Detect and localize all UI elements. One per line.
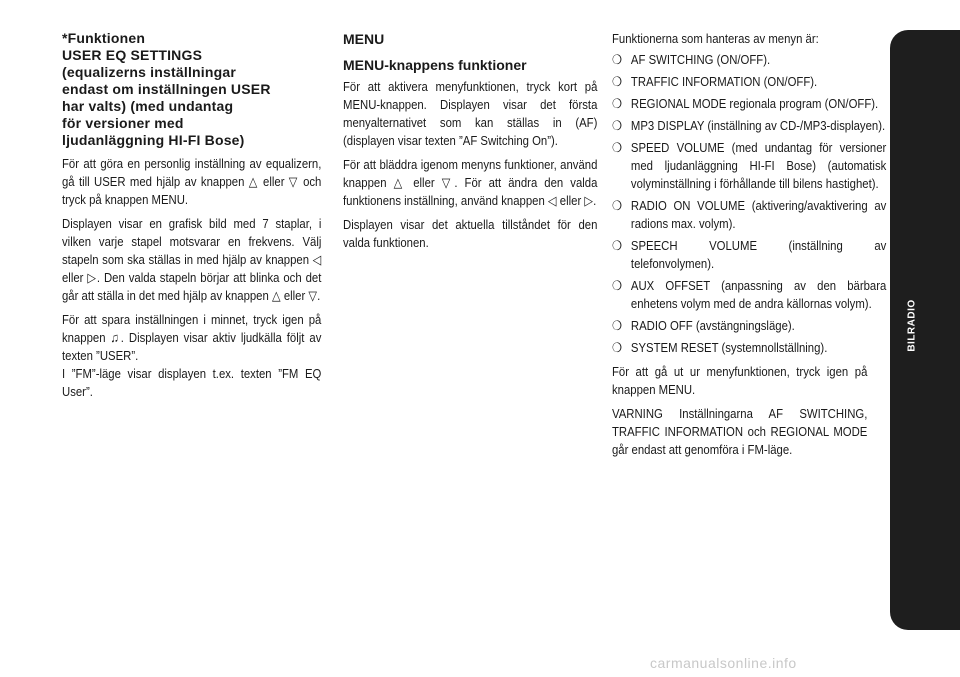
paragraph: I ”FM”-läge visar displayen t.ex. texten ”FM EQ User”.	[62, 366, 322, 399]
list-item: ❍ SPEECH VOLUME (inställning av telefonvolymen).	[612, 238, 887, 271]
list-item: ❍ MP3 DISPLAY (inställning av CD-/MP3-displayen).	[612, 118, 886, 133]
paragraph: För att bläddra igenom menyns funktioner, använd knappen △ eller ▽. För att ändra den valda funktionens inställning, använd knappen ◁ eller ▷.	[343, 157, 598, 208]
section-subtitle: MENU-knappens funktioner	[343, 57, 527, 73]
warning-paragraph: VARNING Inställningarna AF SWITCHING, TRAFFIC INFORMATION och REGIONAL MODE går endast att genomföra i FM-läge.	[612, 406, 868, 457]
left-column	[62, 30, 322, 407]
circle-bullet-icon: ❍	[612, 118, 623, 133]
paragraph: För att göra en personlig inställning av equalizern, gå till USER med hjälp av knappen △ eller ▽ och tryck på knappen MENU.	[62, 156, 322, 207]
paragraph: För att gå ut ur menyfunktionen, tryck igen på knappen MENU.	[612, 364, 868, 397]
paragraph: Displayen visar det aktuella tillståndet för den valda funktionen.	[343, 217, 598, 250]
menu-function-list	[612, 51, 887, 357]
section-title: MENU	[343, 31, 385, 47]
middle-column	[343, 30, 598, 258]
heading-line: USER EQ SETTINGS	[62, 47, 203, 63]
section-heading	[62, 30, 322, 149]
page-number: 261	[908, 634, 942, 656]
circle-bullet-icon: ❍	[612, 74, 623, 89]
list-item: ❍ AF SWITCHING (ON/OFF).	[612, 52, 771, 67]
circle-bullet-icon: ❍	[612, 198, 623, 213]
circle-bullet-icon: ❍	[612, 278, 623, 293]
chapter-tab	[890, 30, 960, 630]
circle-bullet-icon: ❍	[612, 318, 623, 333]
circle-bullet-icon: ❍	[612, 340, 623, 355]
heading-line: endast om inställningen USER	[62, 81, 271, 97]
heading-line: (equalizerns inställningar	[62, 64, 237, 80]
paragraph: För att spara inställningen i minnet, tryck igen på knappen ♫. Displayen visar aktiv ljudkälla följt av texten ”USER”.	[62, 312, 322, 363]
right-column	[612, 30, 887, 465]
list-item: ❍ SPEED VOLUME (med undantag för versioner med ljudanläggning HI-FI Bose) (automatisk volyminställning i förhållande till bilens hastighet).	[612, 140, 887, 191]
list-intro: Funktionerna som hanteras av menyn är:	[612, 31, 819, 46]
paragraph: För att aktivera menyfunktionen, tryck kort på MENU-knappen. Displayen visar det första menyalternativet som kan ställas in (AF) (displayen visar texten ”AF Switching On”).	[343, 79, 598, 148]
heading-line: för versioner med	[62, 115, 184, 131]
circle-bullet-icon: ❍	[612, 140, 623, 155]
circle-bullet-icon: ❍	[612, 96, 623, 111]
chapter-label: BILRADIO	[906, 299, 918, 352]
circle-bullet-icon: ❍	[612, 238, 623, 253]
list-item: ❍ REGIONAL MODE regionala program (ON/OFF).	[612, 96, 879, 111]
list-item: ❍ RADIO ON VOLUME (aktivering/avaktivering av radions max. volym).	[612, 198, 887, 231]
list-item: ❍ RADIO OFF (avstängningsläge).	[612, 318, 795, 333]
heading-line: ljudanläggning HI-FI Bose)	[62, 132, 245, 148]
heading-line: har valts) (med undantag	[62, 98, 234, 114]
list-item: ❍ TRAFFIC INFORMATION (ON/OFF).	[612, 74, 818, 89]
circle-bullet-icon: ❍	[612, 52, 623, 67]
list-item: ❍ AUX OFFSET (anpassning av den bärbara enhetens volym med de andra källornas volym).	[612, 278, 887, 311]
heading-line: *Funktionen	[62, 30, 146, 46]
watermark: carmanualsonline.info	[650, 655, 797, 671]
list-item: ❍ SYSTEM RESET (systemnollställning).	[612, 340, 828, 355]
paragraph: Displayen visar en grafisk bild med 7 staplar, i vilken varje stapel motsvarar en frekvens. Välj stapeln som ska ställas in med hjälp av knappen ◁ eller ▷. Den valda stapeln börjar att blinka och det går att ställa in det med hjälp av knappen △ eller ▽.	[62, 216, 322, 303]
